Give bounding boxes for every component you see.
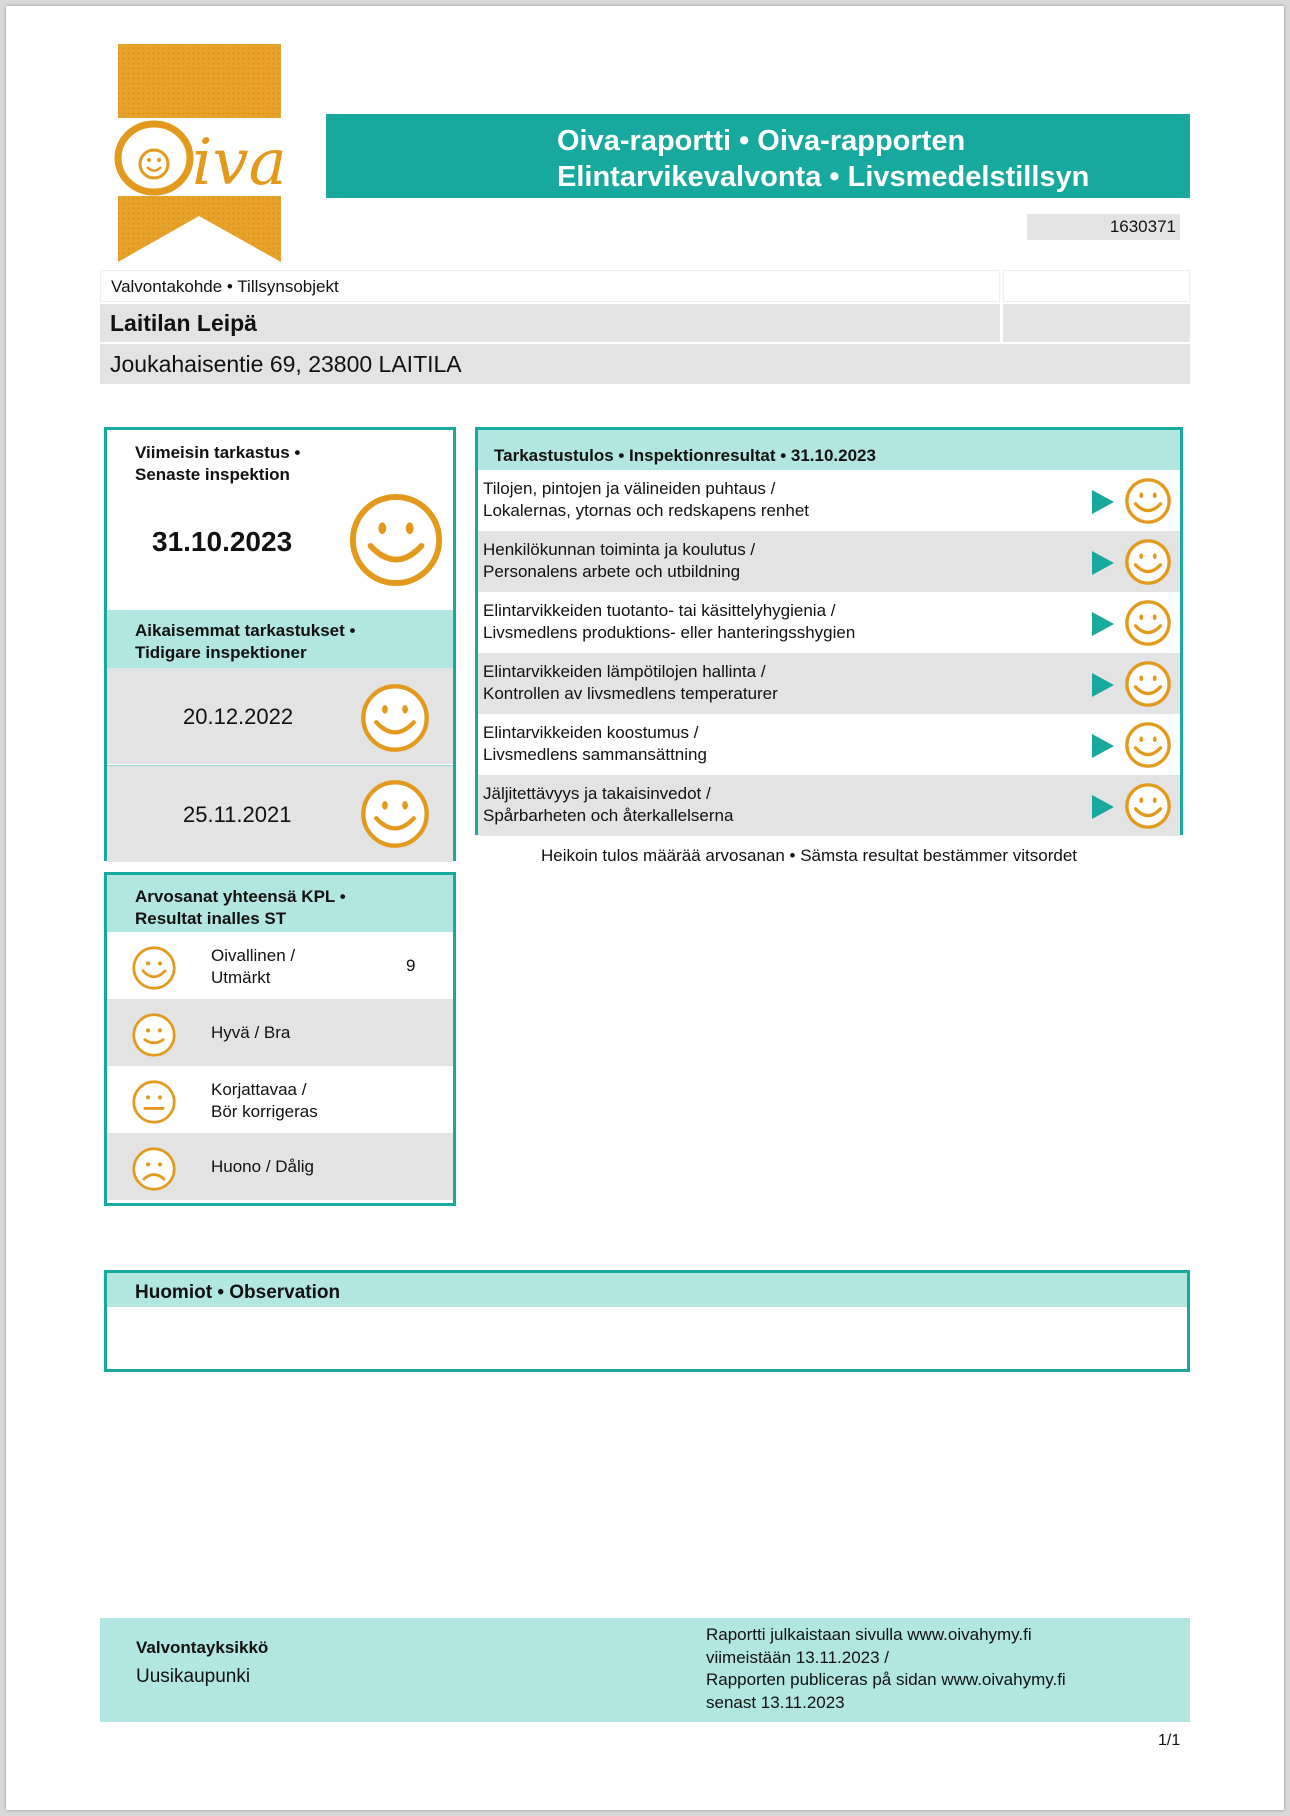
grade-row (107, 932, 453, 999)
smiley-excellent-icon (1124, 477, 1172, 531)
results-title: Tarkastustulos • Inspektionresultat • 31.10.2023 (478, 430, 1180, 470)
previous-inspection-date: 20.12.2022 (183, 704, 294, 729)
publish-info (706, 1624, 1066, 1714)
result-label-fi: Elintarvikkeiden tuotanto- tai käsittelyhygienia / (483, 601, 836, 620)
report-header-banner (326, 114, 1190, 198)
smiley-excellent-icon (347, 491, 445, 594)
result-label-sv: Livsmedlens sammansättning (483, 745, 707, 764)
play-arrow-icon (1092, 612, 1114, 636)
result-label-fi: Elintarvikkeiden koostumus / (483, 723, 699, 742)
smiley-excellent-icon (1124, 599, 1172, 653)
object-label: Valvontakohde • Tillsynsobjekt (100, 270, 1000, 302)
result-label-fi: Tilojen, pintojen ja välineiden puhtaus / (483, 479, 776, 498)
oiva-logo (106, 36, 306, 262)
grades-summary-box (104, 872, 456, 1206)
grade-label-line2: Bör korrigeras (211, 1102, 318, 1121)
object-address: Joukahaisentie 69, 23800 LAITILA (100, 344, 1190, 384)
inspection-object (100, 270, 1190, 390)
header-title-line1: Oiva-raportti • Oiva-rapporten (557, 125, 966, 157)
publish-line: Rapporten publiceras på sidan www.oivahymy.fi (706, 1670, 1066, 1689)
grades-title-line2: Resultat inalles ST (135, 909, 287, 928)
result-row (478, 531, 1180, 592)
play-arrow-icon (1092, 734, 1114, 758)
grade-label: Hyvä / Bra (211, 1023, 291, 1042)
latest-inspection-title (135, 442, 300, 486)
grade-label (211, 945, 295, 989)
latest-inspection-box (104, 427, 456, 861)
inspection-results-box (475, 427, 1183, 835)
previous-inspection-row (107, 668, 453, 764)
grade-row (107, 1066, 453, 1133)
header-title-line2: Elintarvikevalvonta • Livsmedelstillsyn (557, 161, 1090, 193)
smiley-excellent-icon (359, 778, 431, 855)
previous-inspections-title (107, 610, 453, 668)
smiley-excellent-icon (1124, 538, 1172, 592)
grade-label-line1: Korjattavaa / (211, 1080, 307, 1099)
play-arrow-icon (1092, 673, 1114, 697)
smiley-excellent-icon (359, 682, 431, 759)
object-name-spacer (1003, 304, 1190, 342)
previous-inspection-row (107, 766, 453, 862)
result-label-sv: Kontrollen av livsmedlens temperaturer (483, 684, 778, 703)
report-id: 1630371 (1027, 214, 1180, 240)
result-row (478, 714, 1180, 775)
result-label-fi: Jäljitettävyys ja takaisinvedot / (483, 784, 711, 803)
result-label-sv: Lokalernas, ytornas och redskapens renhet (483, 501, 810, 520)
result-row (478, 470, 1180, 531)
publish-line: senast 13.11.2023 (706, 1692, 845, 1712)
previous-title-line1: Aikaisemmat tarkastukset • (135, 621, 356, 640)
grade-label (211, 1079, 318, 1123)
previous-inspection-date: 25.11.2021 (183, 802, 292, 827)
smiley-neutral-icon (131, 1079, 177, 1131)
result-label-sv: Spårbarheten och återkallelserna (483, 806, 734, 825)
smiley-good-icon (131, 1012, 177, 1064)
grade-count: 9 (406, 956, 416, 975)
result-label (483, 783, 733, 827)
result-label-fi: Elintarvikkeiden lämpötilojen hallinta / (483, 662, 766, 681)
latest-title-line1: Viimeisin tarkastus • (135, 443, 301, 462)
page-number: 1/1 (1158, 1732, 1181, 1749)
result-row (478, 653, 1180, 714)
play-arrow-icon (1092, 490, 1114, 514)
observation-title: Huomiot • Observation (107, 1273, 1187, 1307)
grade-label-line2: Utmärkt (211, 968, 271, 987)
play-arrow-icon (1092, 551, 1114, 575)
smiley-excellent-icon (1124, 782, 1172, 836)
smiley-excellent-icon (131, 945, 177, 997)
grade-label: Huono / Dålig (211, 1157, 315, 1176)
smiley-excellent-icon (1124, 721, 1172, 775)
smiley-excellent-icon (1124, 660, 1172, 714)
result-label-sv: Personalens arbete och utbildning (483, 562, 741, 581)
report-page (6, 6, 1284, 1810)
object-label-spacer (1003, 270, 1190, 302)
grade-label-line1: Oivallinen / (211, 946, 296, 965)
result-row (478, 592, 1180, 653)
grades-title (107, 875, 453, 932)
report-footer (100, 1618, 1190, 1722)
inspection-unit: Uusikaupunki (136, 1666, 251, 1687)
results-note: Heikoin tulos määrää arvosanan • Sämsta resultat bestämmer vitsordet (541, 846, 1078, 865)
previous-title-line2: Tidigare inspektioner (135, 643, 307, 662)
result-label (483, 661, 778, 705)
result-label-sv: Livsmedlens produktions- eller hanteringsshygien (483, 623, 856, 642)
object-name: Laitilan Leipä (100, 304, 1000, 342)
observation-box (104, 1270, 1190, 1372)
result-label-fi: Henkilökunnan toiminta ja koulutus / (483, 540, 756, 559)
play-arrow-icon (1092, 795, 1114, 819)
inspection-unit-label: Valvontayksikkö (136, 1638, 269, 1657)
result-label (483, 722, 707, 766)
latest-inspection-date: 31.10.2023 (152, 526, 293, 557)
grade-row (107, 999, 453, 1066)
publish-line: viimeistään 13.11.2023 / (706, 1647, 890, 1667)
result-row (478, 775, 1180, 836)
smiley-poor-icon (131, 1146, 177, 1198)
grades-title-line1: Arvosanat yhteensä KPL • (135, 887, 346, 906)
publish-line: Raportti julkaistaan sivulla www.oivahymy.fi (706, 1625, 1032, 1644)
result-label (483, 478, 809, 522)
result-label (483, 600, 855, 644)
result-label (483, 539, 755, 583)
latest-title-line2: Senaste inspektion (135, 465, 290, 484)
svg-text:iva: iva (192, 126, 287, 200)
grade-row (107, 1133, 453, 1200)
